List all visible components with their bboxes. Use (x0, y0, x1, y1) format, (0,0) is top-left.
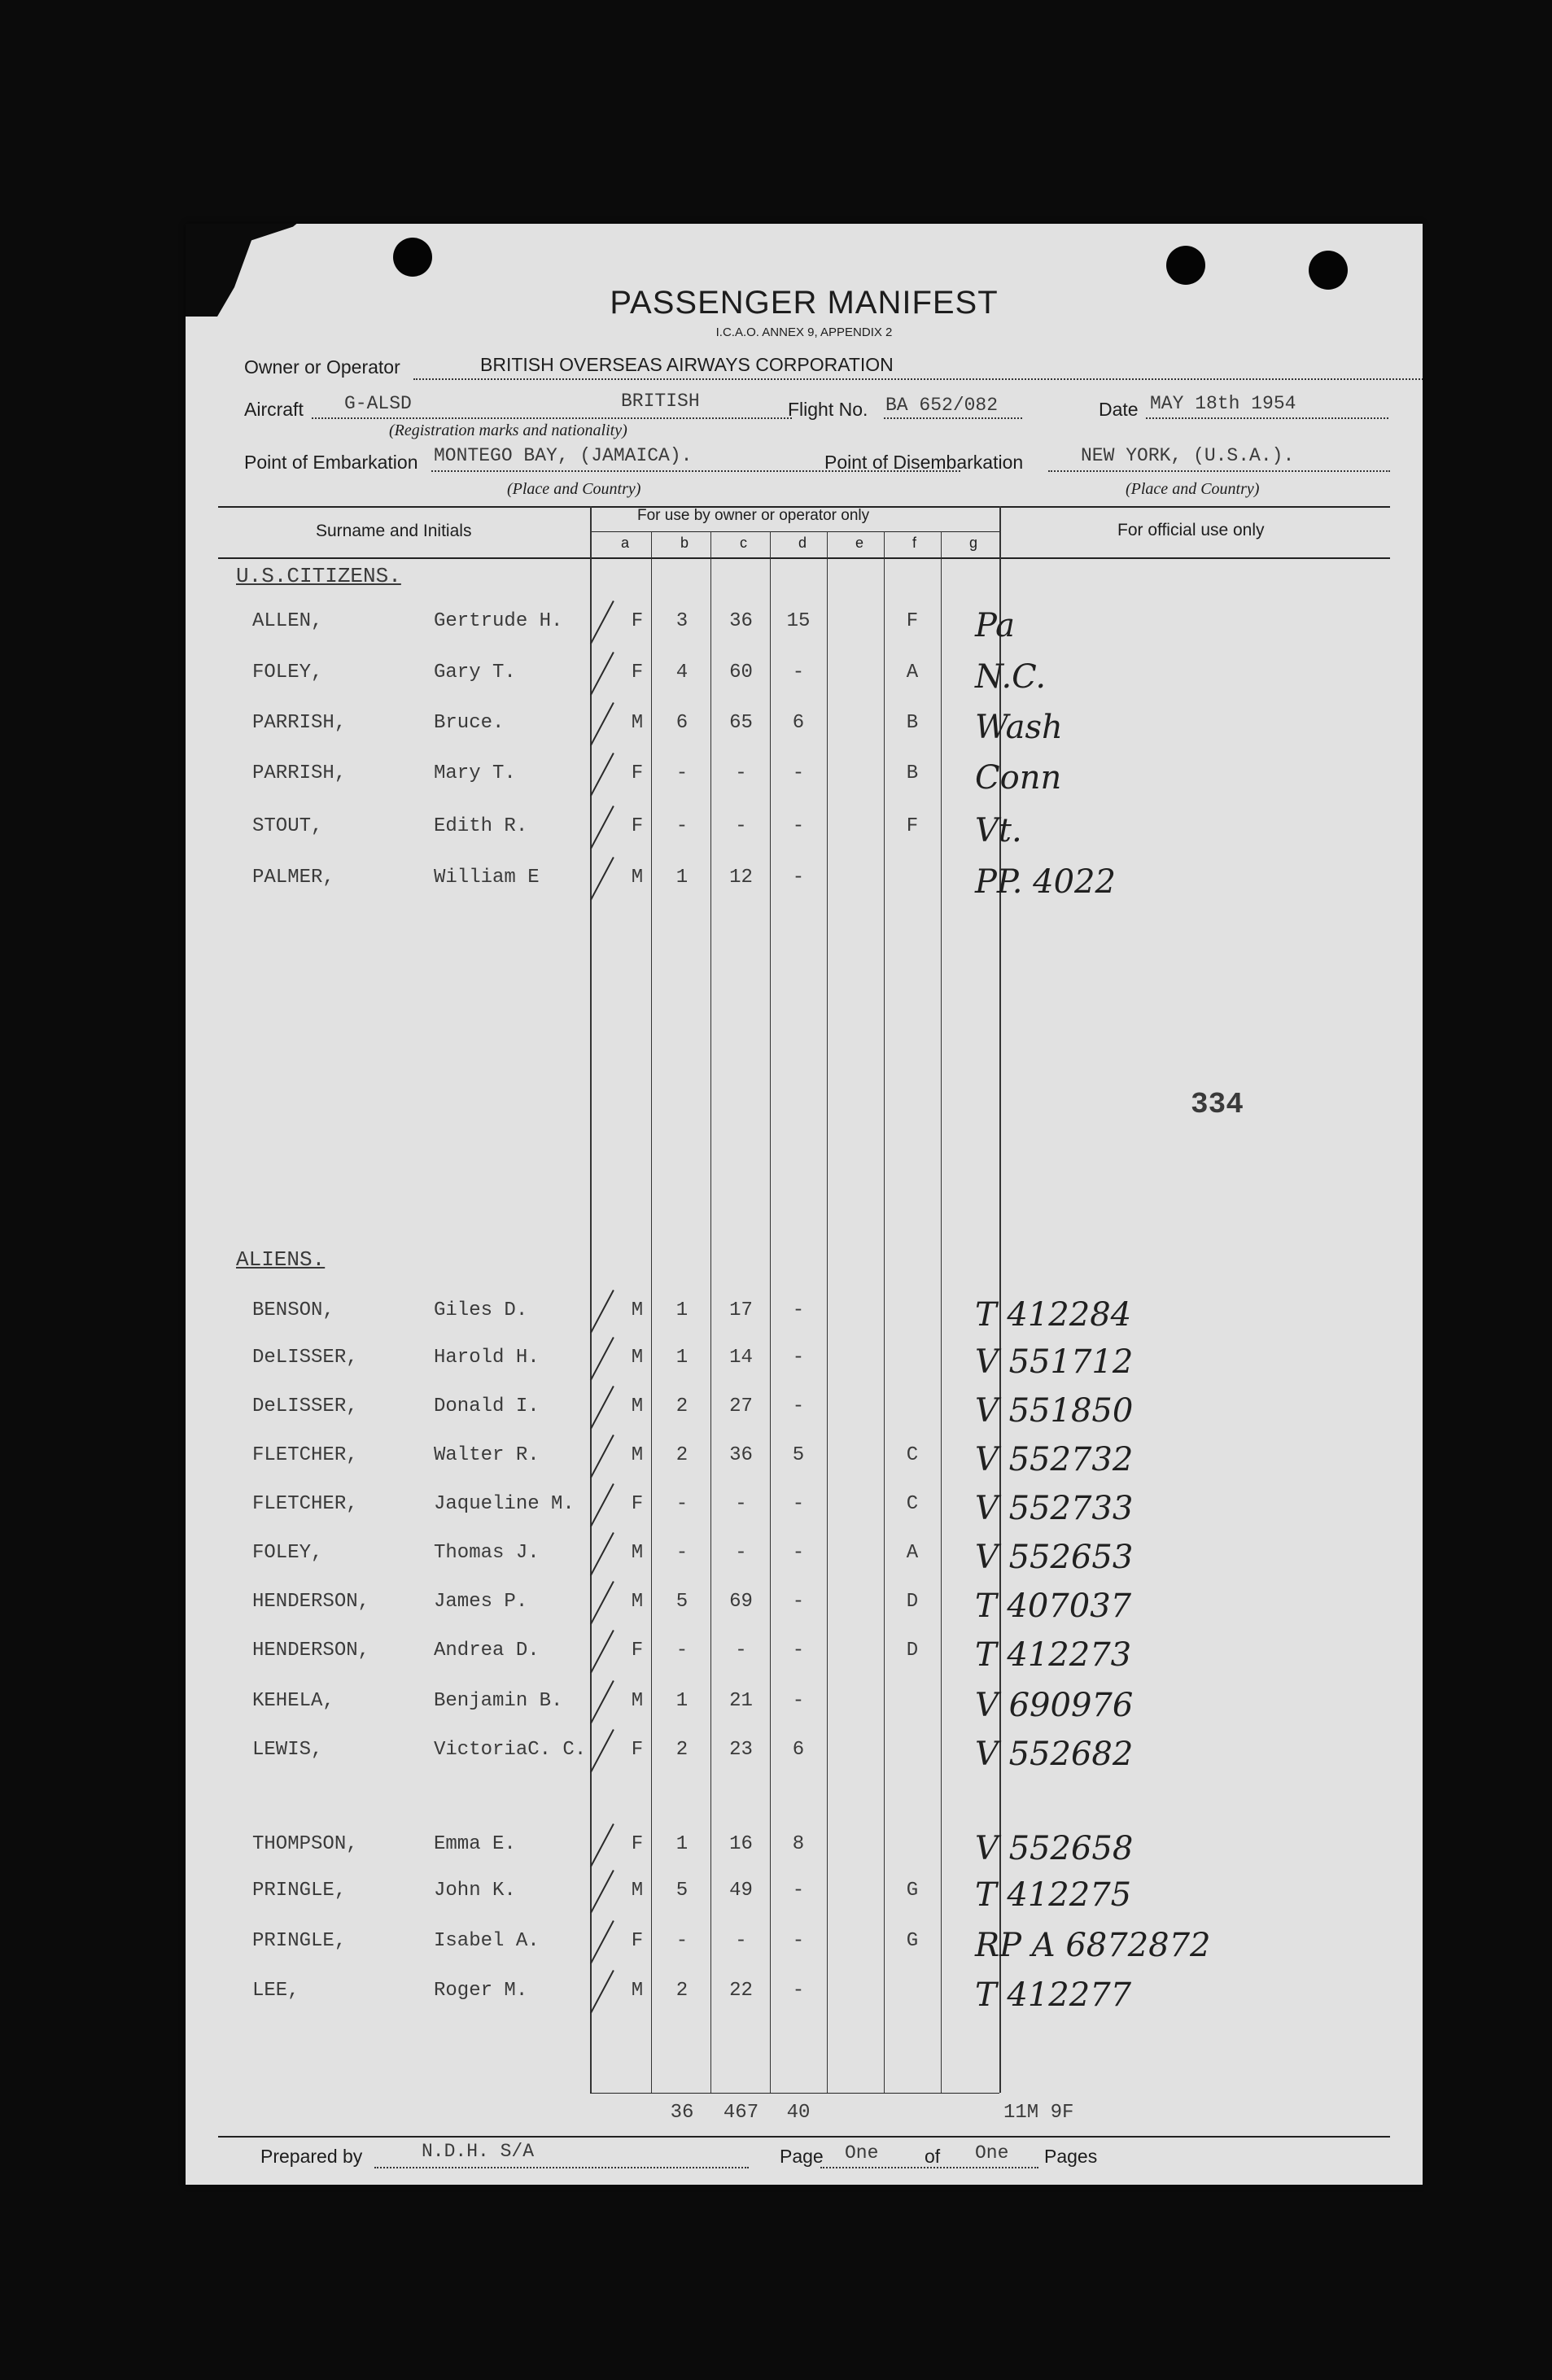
passenger-row (186, 607, 1423, 644)
official-note: Pa (975, 607, 1015, 644)
passenger-sex: F (631, 1930, 644, 1952)
passenger-col-f: G (906, 1880, 919, 1902)
passenger-col-b: 5 (675, 1880, 689, 1902)
totals-row (186, 2102, 1423, 2134)
column-letter-c: c (740, 535, 747, 551)
passenger-col-b: 1 (675, 1690, 689, 1712)
document-subtitle: I.C.A.O. ANNEX 9, APPENDIX 2 (715, 325, 893, 339)
passenger-surname: DeLISSER, (252, 1347, 358, 1369)
passenger-surname: PALMER, (252, 867, 334, 889)
passenger-initials: Walter R. (434, 1444, 540, 1466)
official-note: Wash (975, 709, 1063, 746)
passenger-col-b: 2 (675, 1739, 689, 1761)
owner-label: Owner or Operator (244, 356, 400, 378)
passenger-row (186, 1876, 1423, 1914)
passenger-surname: KEHELA, (252, 1690, 334, 1712)
passenger-col-b: 1 (675, 1833, 689, 1855)
passenger-row (186, 1976, 1423, 2014)
surname-header: Surname and Initials (316, 522, 472, 540)
passenger-col-c: 60 (729, 662, 753, 683)
passenger-surname: FOLEY, (252, 1542, 323, 1564)
manifest-sheet (186, 224, 1423, 2185)
passenger-initials: William E (434, 867, 540, 889)
passenger-sex: M (631, 1880, 644, 1902)
passenger-row (186, 759, 1423, 797)
passenger-initials: John K. (434, 1880, 516, 1902)
flight-label: Flight No. (788, 399, 868, 420)
passenger-row (186, 1687, 1423, 1724)
passenger-col-b: 1 (675, 867, 689, 889)
passenger-col-c: 14 (729, 1347, 753, 1369)
owner-use-header: For use by owner or operator only (637, 507, 870, 524)
section-aliens: ALIENS. (236, 1247, 326, 1272)
official-note: V 551712 (975, 1343, 1134, 1381)
passenger-surname: DeLISSER, (252, 1395, 358, 1417)
passenger-col-d: - (792, 762, 805, 784)
passenger-sex: M (631, 1299, 644, 1321)
passenger-col-f: B (906, 762, 919, 784)
prepared-label: Prepared by (260, 2146, 363, 2167)
passenger-col-b: 4 (675, 662, 689, 683)
passenger-row (186, 1830, 1423, 1867)
passenger-row (186, 1539, 1423, 1576)
passenger-col-d: - (792, 662, 805, 683)
passenger-col-d: - (792, 1640, 805, 1662)
passenger-col-c: 65 (729, 712, 753, 734)
passenger-col-d: - (792, 1930, 805, 1952)
passenger-col-c: 23 (729, 1739, 753, 1761)
total-d: 40 (786, 2102, 811, 2124)
passenger-col-c: - (735, 1930, 747, 1952)
passenger-row (186, 1441, 1423, 1478)
document-title: PASSENGER MANIFEST (610, 285, 999, 321)
passenger-col-d: - (792, 1542, 805, 1564)
passenger-sex: M (631, 1395, 644, 1417)
passenger-surname: HENDERSON, (252, 1640, 370, 1662)
passenger-col-c: 22 (729, 1980, 753, 2002)
passenger-col-d: 6 (792, 712, 805, 734)
passenger-sex: M (631, 1542, 644, 1564)
passenger-sex: F (631, 1640, 644, 1662)
owner-value: BRITISH OVERSEAS AIRWAYS CORPORATION (480, 354, 894, 375)
passenger-initials: Isabel A. (434, 1930, 540, 1952)
passenger-col-f: D (906, 1591, 919, 1613)
official-note: V 690976 (975, 1687, 1134, 1724)
official-use-header: For official use only (1117, 521, 1265, 539)
passenger-row (186, 658, 1423, 696)
passenger-col-d: - (792, 1347, 805, 1369)
passenger-col-c: 12 (729, 867, 753, 889)
passenger-initials: Gary T. (434, 662, 516, 683)
passenger-initials: Edith R. (434, 815, 528, 837)
passenger-col-d: 15 (786, 610, 811, 632)
passenger-row (186, 1736, 1423, 1773)
passenger-surname: PARRISH, (252, 762, 347, 784)
section-us-citizens: U.S.CITIZENS. (236, 564, 401, 588)
passenger-surname: FLETCHER, (252, 1493, 358, 1515)
passenger-sex: F (631, 1833, 644, 1855)
passenger-surname: THOMPSON, (252, 1833, 358, 1855)
passenger-surname: LEWIS, (252, 1739, 323, 1761)
passenger-initials: Giles D. (434, 1299, 528, 1321)
passenger-col-c: 16 (729, 1833, 753, 1855)
passenger-initials: James P. (434, 1591, 528, 1613)
official-note: T 407037 (975, 1587, 1132, 1625)
passenger-sex: F (631, 1739, 644, 1761)
passenger-col-c: 49 (729, 1880, 753, 1902)
punch-hole (393, 238, 432, 277)
passenger-col-b: - (675, 762, 689, 784)
passenger-initials: Emma E. (434, 1833, 516, 1855)
passenger-col-b: 2 (675, 1395, 689, 1417)
passenger-col-f: F (906, 610, 919, 632)
passenger-col-f: A (906, 662, 919, 683)
passenger-col-c: 36 (729, 1444, 753, 1466)
date-value: MAY 18th 1954 (1150, 393, 1296, 414)
passenger-col-c: 36 (729, 610, 753, 632)
passenger-col-d: - (792, 1880, 805, 1902)
passenger-initials: Mary T. (434, 762, 516, 784)
passenger-sex: M (631, 712, 644, 734)
passenger-sex: F (631, 1493, 644, 1515)
passenger-row (186, 1490, 1423, 1527)
column-letter-f: f (912, 535, 917, 551)
passenger-sex: M (631, 1690, 644, 1712)
passenger-col-d: - (792, 1395, 805, 1417)
passenger-col-c: 27 (729, 1395, 753, 1417)
passenger-surname: PARRISH, (252, 712, 347, 734)
registration-caption: (Registration marks and nationality) (389, 421, 627, 439)
passenger-col-b: - (675, 1640, 689, 1662)
passenger-col-c: 69 (729, 1591, 753, 1613)
passenger-col-f: F (906, 815, 919, 837)
passenger-col-c: 17 (729, 1299, 753, 1321)
official-note: RP A 6872872 (975, 1927, 1211, 1964)
passenger-col-d: - (792, 1591, 805, 1613)
aircraft-value: G-ALSD (344, 393, 412, 414)
page-stamp: 334 (1191, 1088, 1244, 1121)
passenger-sex: M (631, 1444, 644, 1466)
passenger-col-b: - (675, 1542, 689, 1564)
passenger-initials: Bruce. (434, 712, 505, 734)
embark-label: Point of Embarkation (244, 452, 418, 473)
passenger-col-c: - (735, 762, 747, 784)
column-letter-e: e (855, 535, 864, 551)
passenger-surname: LEE, (252, 1980, 299, 2002)
official-note: V 552733 (975, 1490, 1134, 1527)
passenger-col-b: 1 (675, 1347, 689, 1369)
passenger-surname: STOUT, (252, 815, 323, 837)
passenger-sex: M (631, 1591, 644, 1613)
passenger-sex: F (631, 815, 644, 837)
of-label: of (925, 2146, 941, 2167)
passenger-col-d: 6 (792, 1739, 805, 1761)
pages-label: Pages (1044, 2146, 1098, 2167)
passenger-col-c: - (735, 1640, 747, 1662)
passenger-initials: Harold H. (434, 1347, 540, 1369)
passenger-initials: VictoriaC. C. (434, 1739, 587, 1761)
passenger-col-f: G (906, 1930, 919, 1952)
passenger-col-d: - (792, 867, 805, 889)
passenger-initials: Andrea D. (434, 1640, 540, 1662)
passenger-row (186, 1392, 1423, 1430)
total-c: 467 (723, 2102, 759, 2124)
passenger-surname: HENDERSON, (252, 1591, 370, 1613)
official-note: V 552658 (975, 1830, 1134, 1867)
column-letter-a: a (621, 535, 630, 551)
passenger-initials: Thomas J. (434, 1542, 540, 1564)
passenger-sex: M (631, 1980, 644, 2002)
passenger-sex: M (631, 867, 644, 889)
disembark-value: NEW YORK, (U.S.A.). (1081, 445, 1295, 466)
passenger-surname: FOLEY, (252, 662, 323, 683)
official-note: T 412275 (975, 1876, 1132, 1914)
passenger-col-d: 8 (792, 1833, 805, 1855)
total-official: 11M 9F (1003, 2102, 1074, 2124)
aircraft-label: Aircraft (244, 399, 304, 420)
flight-value: BA 652/082 (885, 395, 999, 416)
passenger-surname: ALLEN, (252, 610, 323, 632)
page-value: One (845, 2142, 879, 2164)
passenger-row (186, 709, 1423, 746)
passenger-initials: Roger M. (434, 1980, 528, 2002)
official-note: V 552682 (975, 1736, 1134, 1773)
total-b: 36 (670, 2102, 694, 2124)
passenger-col-f: C (906, 1444, 919, 1466)
column-letter-g: g (969, 535, 978, 551)
passenger-col-d: - (792, 1299, 805, 1321)
official-note: Conn (975, 759, 1062, 797)
page-label: Page (780, 2146, 824, 2167)
passenger-surname: PRINGLE, (252, 1930, 347, 1952)
place-caption-left: (Place and Country) (507, 480, 641, 498)
passenger-sex: F (631, 662, 644, 683)
official-note: Vt. (975, 812, 1022, 849)
passenger-sex: F (631, 762, 644, 784)
column-letter-b: b (680, 535, 689, 551)
official-note: T 412277 (975, 1976, 1132, 2014)
place-caption-right: (Place and Country) (1126, 480, 1260, 498)
passenger-col-c: - (735, 1493, 747, 1515)
passenger-surname: PRINGLE, (252, 1880, 347, 1902)
passenger-col-b: 6 (675, 712, 689, 734)
date-label: Date (1099, 399, 1139, 420)
passenger-col-b: 2 (675, 1980, 689, 2002)
passenger-row (186, 1636, 1423, 1674)
passenger-initials: Donald I. (434, 1395, 540, 1417)
punch-hole (1166, 246, 1205, 285)
passenger-col-d: 5 (792, 1444, 805, 1466)
official-note: V 552732 (975, 1441, 1134, 1478)
passenger-col-c: - (735, 1542, 747, 1564)
passenger-col-c: 21 (729, 1690, 753, 1712)
passenger-col-d: - (792, 1980, 805, 2002)
passenger-col-d: - (792, 1493, 805, 1515)
passenger-surname: BENSON, (252, 1299, 334, 1321)
passenger-row (186, 812, 1423, 849)
passenger-col-b: 2 (675, 1444, 689, 1466)
passenger-col-b: 3 (675, 610, 689, 632)
passenger-col-b: - (675, 1930, 689, 1952)
passenger-initials: Benjamin B. (434, 1690, 563, 1712)
passenger-initials: Jaqueline M. (434, 1493, 575, 1515)
embark-value: MONTEGO BAY, (JAMAICA). (434, 445, 693, 466)
prepared-value: N.D.H. S/A (422, 2141, 535, 2162)
passenger-row (186, 1343, 1423, 1381)
passenger-sex: F (631, 610, 644, 632)
passenger-col-b: 1 (675, 1299, 689, 1321)
column-letter-d: d (798, 535, 807, 551)
passenger-col-b: - (675, 1493, 689, 1515)
passenger-sex: M (631, 1347, 644, 1369)
of-value: One (975, 2142, 1009, 2164)
disembark-label: Point of Disembarkation (824, 452, 1024, 473)
passenger-col-f: A (906, 1542, 919, 1564)
official-note: N.C. (975, 658, 1047, 696)
official-note: PP. 4022 (975, 863, 1116, 901)
passenger-col-d: - (792, 1690, 805, 1712)
official-note: V 552653 (975, 1539, 1134, 1576)
passenger-col-f: C (906, 1493, 919, 1515)
passenger-col-f: D (906, 1640, 919, 1662)
punch-hole (1309, 251, 1348, 290)
passenger-initials: Gertrude H. (434, 610, 563, 632)
official-note: T 412273 (975, 1636, 1132, 1674)
passenger-surname: FLETCHER, (252, 1444, 358, 1466)
official-note: T 412284 (975, 1296, 1132, 1334)
nationality-value: BRITISH (621, 391, 700, 412)
passenger-col-b: 5 (675, 1591, 689, 1613)
passenger-row (186, 1927, 1423, 1964)
passenger-col-c: - (735, 815, 747, 837)
passenger-col-d: - (792, 815, 805, 837)
passenger-row (186, 863, 1423, 901)
passenger-row (186, 1587, 1423, 1625)
passenger-row (186, 1296, 1423, 1334)
passenger-col-f: B (906, 712, 919, 734)
passenger-col-b: - (675, 815, 689, 837)
official-note: V 551850 (975, 1392, 1134, 1430)
